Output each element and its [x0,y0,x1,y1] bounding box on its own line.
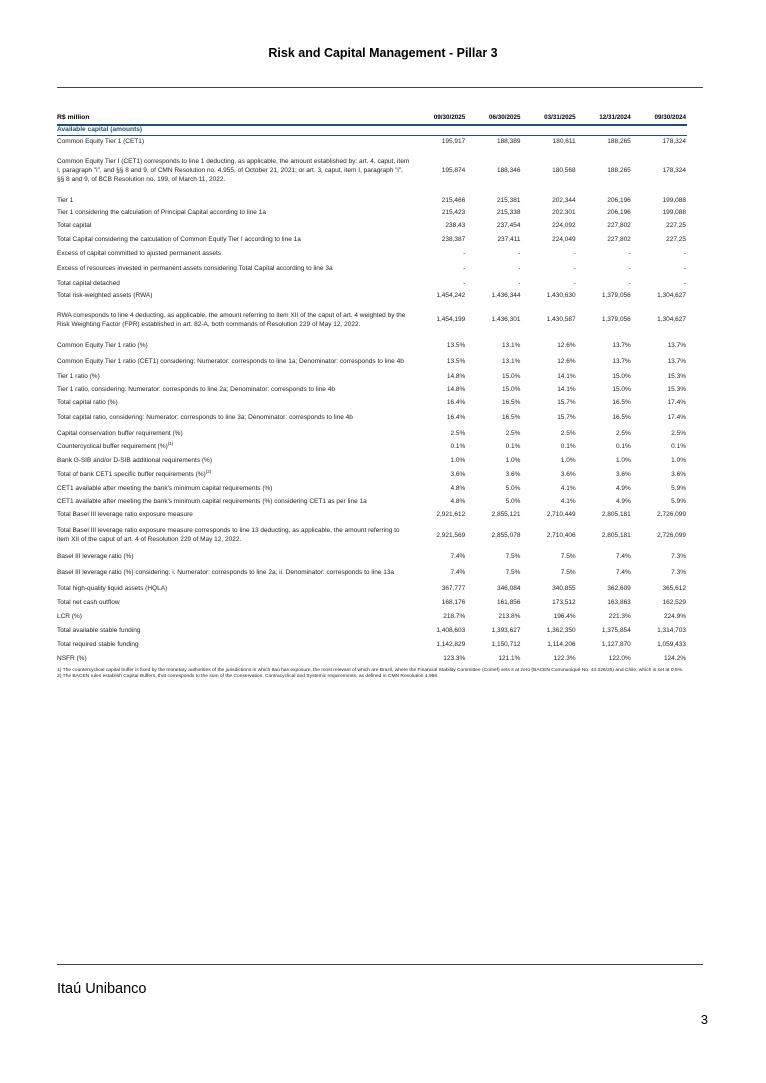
value-cell: 17.4% [667,414,686,422]
value-cell: 4.9% [615,498,631,506]
value-cell: 13.7% [667,341,686,349]
value-cell: 123.3% [443,654,466,662]
table-row [57,624,687,638]
table-row [57,522,687,550]
value-cell: 121.1% [498,654,521,662]
value-cell: 202,344 [552,196,576,204]
value-cell: 199,088 [662,196,686,204]
column-header: 12/31/2024 [577,113,632,125]
value-cell: 13.7% [667,357,686,365]
value-cell: 1,142,829 [436,640,466,648]
value-cell: 3.6% [560,470,576,478]
value-cell: 5.9% [671,484,686,492]
value-cell: 1,408,603 [436,626,466,634]
value-cell: - [573,279,576,287]
value-cell: 1,375,854 [601,626,631,634]
row-label [57,233,411,247]
table-header-row [57,113,687,125]
value-cell: 1.0% [560,456,576,464]
value-cell: 7.3% [671,552,686,560]
value-cell: 237,411 [497,235,521,243]
table-row [57,454,687,468]
row-label [57,550,411,564]
table-row [57,582,687,596]
value-cell: 227,25 [666,235,686,243]
value-cell: 7.4% [450,568,466,576]
row-label [57,135,411,149]
row-label-text: Total capital ratio (%) [57,399,118,407]
row-label [57,624,411,638]
row-label-text: Total net cash outflow [57,598,120,606]
row-label-text: Bank G-SIB and/or D-SIB additional requirements (%) [57,456,212,464]
value-cell: 227,25 [666,221,686,229]
value-cell: 12.6% [557,341,576,349]
value-cell: 4.1% [560,484,576,492]
table-row [57,564,687,582]
value-cell: 224.9% [663,612,686,620]
value-cell: 227,802 [607,235,631,243]
value-cell: 163,863 [607,598,631,606]
value-cell: 1,454,199 [436,316,466,324]
column-header: 06/30/2025 [466,113,521,125]
table-row [57,339,687,353]
value-cell: 7.3% [671,568,686,576]
row-label [57,427,411,441]
value-cell: 16.4% [446,414,466,422]
value-cell: 2,855,121 [491,511,521,519]
table-row [57,496,687,509]
value-cell: 1.0% [450,456,466,464]
value-cell: 1,430,630 [546,292,576,300]
table-row [57,247,687,261]
row-label-text: Total Basel III leverage ratio exposure measure [57,511,193,519]
table-row [57,468,687,482]
row-label [57,208,411,219]
row-label-text: Total capital detached [57,279,120,287]
row-label-text: LCR (%) [57,612,82,620]
row-label-text: Total high-quality liquid assets (HQLA) [57,584,168,592]
row-label-text: NSFR (%) [57,654,87,662]
page-number: 3 [700,1012,708,1027]
row-label-text: Tier 1 considering the calculation of Principal Capital according to line 1a [57,209,266,217]
row-label-text: Common Equity Tier 1 ratio (CET1) considering: Numerator: corresponds to line 1a; Denominator: corresponds to line 4b [57,357,404,365]
row-label [57,652,411,666]
table-row [57,194,687,208]
footnotes [57,668,687,680]
value-cell: 15.3% [667,372,686,380]
table-row [57,482,687,496]
value-cell: 1,436,344 [491,292,521,300]
unit-label: R$ million [57,113,411,125]
value-cell: 0.1% [671,443,686,451]
value-cell: 224,049 [552,235,576,243]
value-cell: 2,710,449 [546,511,576,519]
value-cell: 2,921,569 [436,531,466,539]
row-label-text: Total Capital considering the calculation of Common Equity Tier I according to line 1a [57,235,301,243]
value-cell: 5.9% [671,498,686,506]
value-cell: 1,127,870 [601,640,631,648]
value-cell: - [628,249,631,257]
value-cell: - [463,249,466,257]
value-cell: 215,423 [441,209,466,217]
value-cell: 3.6% [505,470,521,478]
value-cell: 0.1% [560,443,576,451]
row-label-text: Tier 1 ratio, considering: Numerator: corresponds to line 2a; Denominator: corresponds to line 4b [57,385,335,393]
value-cell: 221.3% [608,612,631,620]
value-cell: 168,176 [441,598,466,606]
row-label [57,582,411,596]
row-label [57,564,411,582]
table-row [57,302,687,339]
row-label [57,261,411,277]
row-label-text: Tier 1 ratio (%) [57,372,100,380]
header-divider [57,87,703,88]
row-label-text: Total required stable funding [57,640,139,648]
value-cell: - [683,249,686,257]
value-cell: 5.0% [505,498,521,506]
value-cell: 4.8% [450,484,466,492]
value-cell: 188,389 [496,137,521,145]
row-label-text: RWA corresponds to line 4 deducting, as applicable, the amount referring to item XII of the caput of art. 4 weighted by the Risk Weighting Factor (FPR) established in art. 82-A, both commands of Resolution 229 of May 12, 2022. [57,311,406,328]
row-label-text: Basel III leverage ratio (%) [57,552,134,560]
row-label [57,371,411,383]
value-cell: - [518,264,521,272]
table-row [57,371,687,383]
row-label [57,291,411,302]
value-cell: 122.0% [608,654,631,662]
row-label-text: Excess of capital committed to ajusted permanent assets [57,249,222,257]
row-label [57,482,411,496]
value-cell: 1,454,242 [436,292,466,300]
value-cell: 14.1% [557,385,576,393]
table-row [57,410,687,427]
column-header: 09/30/2025 [411,113,466,125]
row-label-text: Total of bank CET1 specific buffer requirements (%) [57,470,206,478]
table-row [57,208,687,219]
section-row [57,125,687,135]
value-cell: 122.3% [553,654,576,662]
value-cell: 188,346 [496,167,521,175]
value-cell: 365,612 [662,584,686,592]
value-cell: 1,430,587 [546,316,576,324]
value-cell: 2,726,099 [657,531,686,539]
row-label [57,353,411,371]
row-label [57,397,411,410]
value-cell: 7.4% [450,552,466,560]
row-label-text: Tier 1 [57,196,74,204]
row-label [57,610,411,624]
value-cell: 224,092 [552,221,576,229]
value-cell: 215,381 [496,196,521,204]
value-cell: 1,379,056 [601,292,631,300]
table-row [57,596,687,610]
value-cell: 238,387 [441,235,466,243]
row-label [57,441,411,454]
value-cell: 14.1% [557,372,576,380]
value-cell: 3.6% [671,470,686,478]
table-row [57,610,687,624]
footnote-marker: (1) [167,441,174,447]
value-cell: 13.7% [612,357,631,365]
row-label-text: Countercyclical buffer requirement (%) [57,443,168,451]
table-row [57,233,687,247]
value-cell: 3.6% [615,470,631,478]
value-cell: 12.6% [557,357,576,365]
value-cell: 162,529 [662,598,686,606]
value-cell: 0.1% [450,443,466,451]
value-cell: 13.7% [612,341,631,349]
value-cell: 2,921,612 [436,511,466,519]
value-cell: 1,393,627 [491,626,521,634]
table-row [57,397,687,410]
value-cell: 1,304,627 [657,316,686,324]
table-row [57,550,687,564]
value-cell: 2.5% [615,429,631,437]
value-cell: 15.7% [557,414,576,422]
value-cell: 238,43 [445,221,466,229]
value-cell: 1,114,206 [547,640,576,648]
value-cell: 16.4% [446,399,466,407]
value-cell: 180,568 [552,167,576,175]
value-cell: 7.5% [560,552,576,560]
brand-name: Itaú Unibanco [57,981,147,997]
value-cell: 2.5% [560,429,576,437]
value-cell: 1,314,703 [657,626,686,634]
row-label [57,468,411,482]
footnote: 2) The BACEN rules establish Capital Buffers, that corresponds to the sum of the Conservation, Contracyclical and Systemic requirements, as defined in CMN Resolution 4,958. [57,674,439,680]
row-label [57,454,411,468]
value-cell: 199,088 [662,209,686,217]
row-label [57,302,411,339]
table-row [57,261,687,277]
row-label [57,410,411,427]
value-cell: 1,362,350 [546,626,576,634]
value-cell: 2.5% [671,429,686,437]
row-label [57,383,411,397]
table-row [57,509,687,522]
value-cell: 7.4% [615,568,631,576]
value-cell: 173,512 [552,598,576,606]
value-cell: 2.5% [505,429,521,437]
value-cell: 15.0% [612,372,631,380]
value-cell: 5.0% [505,484,521,492]
table-row [57,277,687,291]
value-cell: 1,436,301 [491,316,521,324]
value-cell: 1.0% [671,456,686,464]
table-row [57,135,687,149]
value-cell: - [463,279,466,287]
value-cell: 16.5% [612,399,631,407]
value-cell: 3.6% [450,470,466,478]
column-header: 03/31/2025 [521,113,576,125]
row-label [57,247,411,261]
row-label [57,522,411,550]
value-cell: 1,150,712 [491,640,521,648]
value-cell: 196.4% [553,612,576,620]
value-cell: 13.5% [446,341,466,349]
row-label-text: Total available stable funding [57,626,141,634]
value-cell: 188,265 [607,167,631,175]
row-label-text: Common Equity Tier I (CET1) corresponds to line 1 deducting, as applicable, the amount established by: art. 4, caput, item I, paragraph "i", and §§ 8 and 9, of CMN Resolution no. 4.955, of October 21, 2021; or art. 3, caput, item I, paragraph "i", §§ 8 and 9, of BCB Resolution no. 199, of March 11, 2022. [57,158,410,183]
value-cell: 7.5% [560,568,576,576]
value-cell: - [573,249,576,257]
value-cell: 7.5% [505,568,521,576]
value-cell: 15.0% [612,385,631,393]
value-cell: 1.0% [615,456,631,464]
footer-divider [57,964,703,965]
row-label-text: CET1 available after meeting the bank's minimum capital requirements (%) [57,484,273,492]
row-label [57,194,411,208]
value-cell: 2,726,099 [657,511,686,519]
value-cell: 2,710,406 [546,531,576,539]
value-cell: 161,856 [496,598,521,606]
table-row [57,652,687,666]
value-cell: 2,805,181 [601,511,631,519]
row-label [57,596,411,610]
value-cell: 1,059,433 [657,640,686,648]
value-cell: 213.8% [498,612,521,620]
value-cell: 195,874 [441,167,466,175]
row-label [57,509,411,522]
value-cell: 16.5% [612,414,631,422]
value-cell: 340,855 [552,584,576,592]
key-metrics-table [57,113,687,666]
table-row [57,353,687,371]
value-cell: 215,466 [441,196,466,204]
table-row [57,149,687,194]
footnote: 1) The countercyclical capital buffer is fixed by the monetary authorities of the jurisdictions in which Itaú has exposure, the most relevant of which are Brazil, where the Financial Stability Committee (Comef) sets it at zero (BACEN Communiqué No. 43.226/25) and Chile, which is set at 0.5%. [57,668,684,673]
value-cell: - [573,264,576,272]
value-cell: 218.7% [443,612,466,620]
value-cell: - [683,279,686,287]
table-row [57,441,687,454]
row-label [57,149,411,194]
value-cell: 0.1% [505,443,521,451]
value-cell: 4.1% [560,498,576,506]
value-cell: 0.1% [615,443,631,451]
row-label-text: Total capital ratio, considering: Numerator: corresponds to line 3a; Denominator: corresponds to line 4b [57,414,353,422]
value-cell: 215,338 [496,209,521,217]
value-cell: 4.9% [615,484,631,492]
value-cell: 188,265 [607,137,631,145]
value-cell: 13.5% [446,357,466,365]
value-cell: 1.0% [505,456,521,464]
row-label-text: Total Basel III leverage ratio exposure measure corresponds to line 13 deducting, as applicable, the amount referring to item XII of the caput of art. 4 of Resolution 229 of May 12, 2022. [57,527,400,544]
column-header: 09/30/2024 [632,113,687,125]
value-cell: - [518,249,521,257]
table-row [57,291,687,302]
value-cell: 1,379,056 [601,316,631,324]
value-cell: 227,802 [607,221,631,229]
value-cell: 178,324 [662,167,686,175]
row-label-text: Excess of resources invested in permanent assets considering Total Capital according to line 3a [57,264,333,272]
value-cell: 15.0% [502,385,521,393]
value-cell: 195,917 [441,137,466,145]
value-cell: 2,855,078 [491,531,521,539]
table-row [57,427,687,441]
row-label-text: Common Equity Tier 1 ratio (%) [57,341,148,349]
value-cell: 7.4% [615,552,631,560]
value-cell: - [628,279,631,287]
section-title: Available capital (amounts) [57,125,687,135]
value-cell: 206,196 [607,196,631,204]
value-cell: 16.5% [502,414,521,422]
row-label [57,638,411,652]
value-cell: 15.3% [667,385,686,393]
footnote-marker: (2) [205,468,212,474]
row-label-text: Capital conservation buffer requirement (%) [57,429,183,437]
value-cell: 13.1% [502,341,521,349]
row-label-text: CET1 available after meeting the bank's minimum capital requirements (%) considering CET1 as per line 1a [57,498,367,506]
value-cell: 14.8% [446,372,466,380]
row-label-text: Total capital [57,221,92,229]
row-label-text: Common Equity Tier 1 (CET1) [57,137,145,145]
value-cell: 346,084 [496,584,521,592]
table-row [57,638,687,652]
value-cell: 180,611 [552,137,576,145]
page-title: Risk and Capital Management - Pillar 3 [268,46,498,60]
value-cell: 13.1% [502,357,521,365]
value-cell: 178,324 [662,137,686,145]
value-cell: 2.5% [450,429,466,437]
value-cell: 237,454 [496,221,521,229]
row-label [57,496,411,509]
value-cell: 367,777 [441,584,466,592]
value-cell: - [628,264,631,272]
row-label [57,219,411,233]
row-label-text: Total risk-weighted assets (RWA) [57,292,153,300]
row-label-text: Basel III leverage ratio (%) considering: i. Numerator: corresponds to line 2a; ii. Denominator: corresponds to line 13a [57,568,395,576]
value-cell: 206,196 [607,209,631,217]
value-cell: 2,805,181 [601,531,631,539]
value-cell: 1,304,627 [657,292,686,300]
value-cell: - [683,264,686,272]
row-label [57,339,411,353]
value-cell: - [518,279,521,287]
value-cell: 124.2% [663,654,686,662]
value-cell: 4.8% [450,498,466,506]
value-cell: 202,301 [552,209,576,217]
value-cell: 17.4% [667,399,686,407]
value-cell: 15.0% [502,372,521,380]
value-cell: 362,609 [607,584,631,592]
table-row [57,219,687,233]
value-cell: - [463,264,466,272]
row-label [57,277,411,291]
value-cell: 14.8% [446,385,466,393]
value-cell: 7.5% [505,552,521,560]
value-cell: 15.7% [557,399,576,407]
table-row [57,383,687,397]
value-cell: 16.5% [502,399,521,407]
